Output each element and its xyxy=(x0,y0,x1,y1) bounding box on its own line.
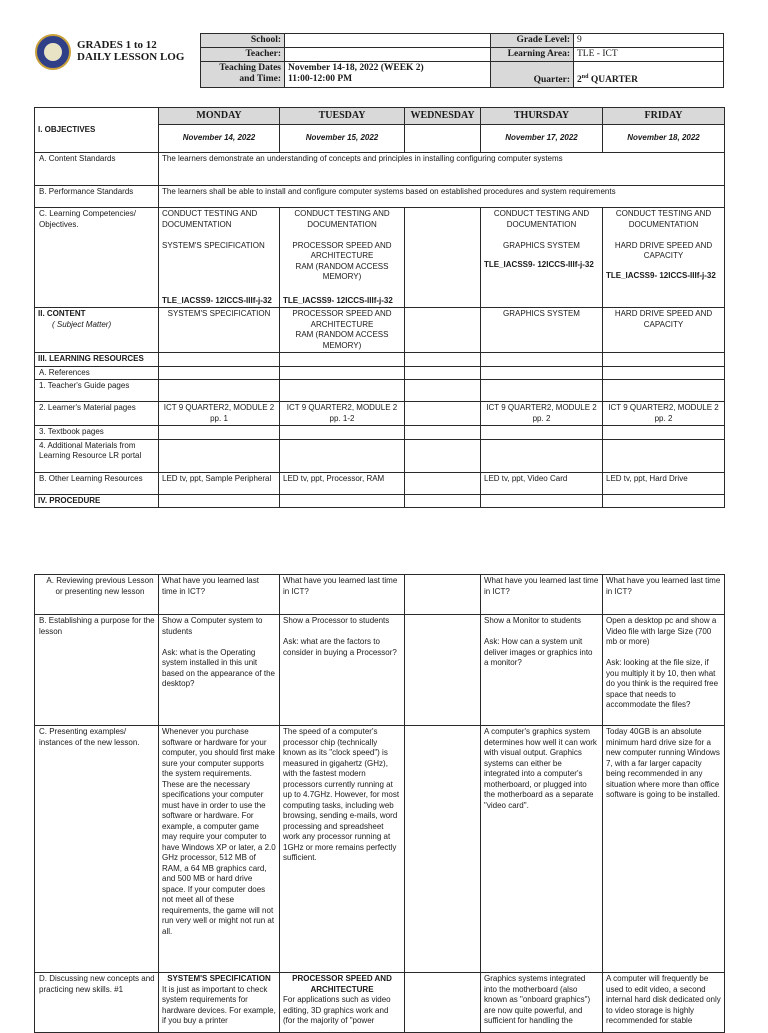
textbook-thursday xyxy=(481,426,603,440)
other-resources-thursday: LED tv, ppt, Video Card xyxy=(481,472,603,494)
content-monday: SYSTEM'S SPECIFICATION xyxy=(159,308,280,353)
purpose-thursday: Show a Monitor to students Ask: How can a system unit deliver images or graphics into a monitor? xyxy=(481,615,603,726)
presenting-thursday: A computer's graphics system determines how well it can work with visual output. Graphics systems can either be integrated into a computer's motherboard, or plugged into the motherboard as a separate "video card". xyxy=(481,726,603,973)
quarter-value xyxy=(574,62,724,88)
teacher-label: Teacher: xyxy=(201,48,285,62)
school-value xyxy=(285,34,491,48)
competencies-monday xyxy=(159,208,280,308)
content-wednesday xyxy=(405,308,481,353)
resources-empty-monday xyxy=(159,353,280,367)
procedure-empty-friday xyxy=(603,494,725,508)
content-label-cell xyxy=(35,308,159,353)
references-friday xyxy=(603,366,725,380)
form-title-line1: GRADES 1 to 12 xyxy=(77,39,157,51)
grade-level-value: 9 xyxy=(574,34,724,48)
references-tuesday xyxy=(280,366,405,380)
resources-empty-thursday xyxy=(481,353,603,367)
competencies-friday xyxy=(603,208,725,308)
objectives-heading: I. OBJECTIVES xyxy=(35,108,159,153)
school-label: School: xyxy=(201,34,285,48)
learners-material-label: 2. Learner's Material pages xyxy=(35,402,159,426)
discussing-monday-heading: SYSTEM'S SPECIFICATION xyxy=(167,974,271,983)
other-resources-tuesday: LED tv, ppt, Processor, RAM xyxy=(280,472,405,494)
date-friday: November 18, 2022 xyxy=(603,125,725,153)
resources-empty-friday xyxy=(603,353,725,367)
references-label: A. References xyxy=(35,366,159,380)
quarter-word: QUARTER xyxy=(588,75,638,85)
learners-material-monday: ICT 9 QUARTER2, MODULE 2 pp. 1 xyxy=(159,402,280,426)
teachers-guide-monday xyxy=(159,380,280,402)
teachers-guide-wednesday xyxy=(405,380,481,402)
presenting-wednesday xyxy=(405,726,481,973)
references-wednesday xyxy=(405,366,481,380)
presenting-label: C. Presenting examples/ instances of the new lesson. xyxy=(35,726,159,973)
textbook-wednesday xyxy=(405,426,481,440)
lesson-log-table-part2 xyxy=(34,574,725,1033)
lesson-log-table-part1 xyxy=(34,107,725,508)
competencies-thursday-text: CONDUCT TESTING AND DOCUMENTATION GRAPHICS SYSTEM xyxy=(493,209,590,250)
day-header-tuesday: TUESDAY xyxy=(280,108,405,125)
resources-empty-wednesday xyxy=(405,353,481,367)
purpose-monday: Show a Computer system to students Ask: what is the Operating system installed in this unit based on the appearance of the desktop? xyxy=(159,615,280,726)
competency-code-monday: TLE_IACSS9- 12ICCS-IIIf-j-32 xyxy=(162,295,272,305)
grade-level-label: Grade Level: xyxy=(491,34,574,48)
teaching-dates-value xyxy=(285,62,491,88)
teachers-guide-label: 1. Teacher's Guide pages xyxy=(35,380,159,402)
procedure-empty-wednesday xyxy=(405,494,481,508)
header-info-table xyxy=(200,33,724,88)
resources-empty-tuesday xyxy=(280,353,405,367)
textbook-tuesday xyxy=(280,426,405,440)
textbook-friday xyxy=(603,426,725,440)
content-standards-text: The learners demonstrate an understanding of concepts and principles in installing configuring computer systems xyxy=(159,153,725,186)
content-tuesday: PROCESSOR SPEED AND ARCHITECTURE RAM (RANDOM ACCESS MEMORY) xyxy=(280,308,405,353)
content-subheading: ( Subject Matter) xyxy=(52,319,112,329)
purpose-wednesday xyxy=(405,615,481,726)
competencies-thursday xyxy=(481,208,603,308)
date-monday: November 14, 2022 xyxy=(159,125,280,153)
quarter-label: Quarter: xyxy=(491,62,574,88)
other-resources-label: B. Other Learning Resources xyxy=(35,472,159,494)
form-title xyxy=(77,39,184,63)
day-header-friday: FRIDAY xyxy=(603,108,725,125)
competencies-tuesday-text: CONDUCT TESTING AND DOCUMENTATION PROCESSOR SPEED AND ARCHITECTURE RAM (RANDOM ACCESS MEMORY) xyxy=(292,209,392,281)
competencies-monday-text: CONDUCT TESTING AND DOCUMENTATION SYSTEM'S SPECIFICATION xyxy=(162,209,265,250)
procedure-empty-tuesday xyxy=(280,494,405,508)
competency-code-thursday: TLE_IACSS9- 12ICCS-IIIf-j-32 xyxy=(484,260,594,269)
day-header-monday: MONDAY xyxy=(159,108,280,125)
quarter-number: 2 xyxy=(577,75,582,85)
performance-standards-text: The learners shall be able to install and configure computer systems based on established procedures and system requirements xyxy=(159,186,725,208)
discussing-tuesday-heading: PROCESSOR SPEED AND ARCHITECTURE xyxy=(292,974,392,994)
additional-wednesday xyxy=(405,439,481,472)
reviewing-wednesday xyxy=(405,575,481,615)
purpose-label: B. Establishing a purpose for the lesson xyxy=(35,615,159,726)
teaching-dates-value-line1: November 14-18, 2022 (WEEK 2) xyxy=(288,63,424,73)
textbook-monday xyxy=(159,426,280,440)
reviewing-thursday: What have you learned last time in ICT? xyxy=(481,575,603,615)
teacher-value xyxy=(285,48,491,62)
additional-monday xyxy=(159,439,280,472)
content-heading: II. CONTENT xyxy=(38,309,86,318)
teachers-guide-thursday xyxy=(481,380,603,402)
teaching-dates-label-line1: Teaching Dates xyxy=(219,63,281,73)
day-header-thursday: THURSDAY xyxy=(481,108,603,125)
reviewing-tuesday: What have you learned last time in ICT? xyxy=(280,575,405,615)
presenting-tuesday: The speed of a computer's processor chip (technically known as its "clock speed") is measured in gigahertz (GHz), with the fastest modern processors currently running at up to 4.7GHz. However, for most computing tasks, including web browsing, sending e-mails, word processing and spreadsheet work any processor running at 1GHz or more remains perfectly sufficient. xyxy=(280,726,405,973)
other-resources-monday: LED tv, ppt, Sample Peripheral xyxy=(159,472,280,494)
content-friday: HARD DRIVE SPEED AND CAPACITY xyxy=(603,308,725,353)
form-title-line2: DAILY LESSON LOG xyxy=(77,51,185,63)
additional-friday xyxy=(603,439,725,472)
additional-materials-label: 4. Additional Materials from Learning Resource LR portal xyxy=(35,439,159,472)
day-header-wednesday: WEDNESDAY xyxy=(405,108,481,125)
teaching-dates-label xyxy=(201,62,285,88)
teaching-dates-label-line2: and Time: xyxy=(239,74,281,84)
competencies-friday-text: CONDUCT TESTING AND DOCUMENTATION HARD DRIVE SPEED AND CAPACITY xyxy=(614,209,713,260)
teachers-guide-tuesday xyxy=(280,380,405,402)
learners-material-thursday: ICT 9 QUARTER2, MODULE 2 pp. 2 xyxy=(481,402,603,426)
presenting-monday: Whenever you purchase software or hardware for your computer, you should first make sure your computer supports the system requirements. These are the necessary specifications your computer must have in order to use the software or hardware. For example, a computer game may require your computer to have Windows XP or later, a 2.0 GHz processor, 512 MB of RAM, a 64 MB graphics card, and 500 MB or hard drive space. If your computer does not meet all of these requirements, the game will not run very well or might not run at all. xyxy=(159,726,280,973)
reviewing-label: A. Reviewing previous Lesson or presenting new lesson xyxy=(35,575,159,615)
reviewing-monday: What have you learned last time in ICT? xyxy=(159,575,280,615)
discussing-thursday: Graphics systems integrated into the motherboard (also known as "onboard graphics") are now quite powerful, and sufficient for handling the xyxy=(481,973,603,1033)
other-resources-wednesday xyxy=(405,472,481,494)
content-standards-label: A. Content Standards xyxy=(35,153,159,186)
purpose-friday: Open a desktop pc and show a Video file with large Size (700 mb or more) Ask: looking at the file size, if you multiply it by 10, then what do you think is the required free space that needs to accommodate the files? xyxy=(603,615,725,726)
competency-code-friday: TLE_IACSS9- 12ICCS-IIIf-j-32 xyxy=(606,270,716,280)
purpose-tuesday: Show a Processor to students Ask: what are the factors to consider in buying a Processor? xyxy=(280,615,405,726)
teaching-dates-value-line2: 11:00-12:00 PM xyxy=(288,74,353,84)
presenting-friday: Today 40GB is an absolute minimum hard drive size for a new computer running Windows 7, with a far larger capacity being recommended in any situation where more than office software is going to be installed. xyxy=(603,726,725,973)
date-thursday: November 17, 2022 xyxy=(481,125,603,153)
teachers-guide-friday xyxy=(603,380,725,402)
competencies-tuesday xyxy=(280,208,405,308)
references-monday xyxy=(159,366,280,380)
discussing-label: D. Discussing new concepts and practicing new skills. #1 xyxy=(35,973,159,1033)
learners-material-tuesday: ICT 9 QUARTER2, MODULE 2 pp. 1-2 xyxy=(280,402,405,426)
learning-resources-heading: III. LEARNING RESOURCES xyxy=(35,353,159,367)
discussing-monday-text: It is just as important to check system requirements for hardware devices. For example, if you buy a printer xyxy=(162,984,276,1025)
learners-material-friday: ICT 9 QUARTER2, MODULE 2 pp. 2 xyxy=(603,402,725,426)
other-resources-friday: LED tv, ppt, Hard Drive xyxy=(603,472,725,494)
textbook-pages-label: 3. Textbook pages xyxy=(35,426,159,440)
date-wednesday xyxy=(405,125,481,153)
discussing-tuesday-text: For applications such as video editing, 3D graphics work and (for the majority of "power xyxy=(283,995,391,1025)
content-thursday: GRAPHICS SYSTEM xyxy=(481,308,603,353)
quarter-ordinal-suffix: nd xyxy=(581,73,589,80)
discussing-friday: A computer will frequently be used to edit video, a second internal hard disk dedicated only to video storage is highly recommended for stable xyxy=(603,973,725,1033)
performance-standards-label: B. Performance Standards xyxy=(35,186,159,208)
procedure-empty-monday xyxy=(159,494,280,508)
references-thursday xyxy=(481,366,603,380)
learning-area-value: TLE - ICT xyxy=(574,48,724,62)
learning-area-label: Learning Area: xyxy=(491,48,574,62)
competencies-label: C. Learning Competencies/ Objectives. xyxy=(35,208,159,308)
deped-seal-logo xyxy=(35,34,71,70)
date-tuesday: November 15, 2022 xyxy=(280,125,405,153)
additional-thursday xyxy=(481,439,603,472)
competencies-wednesday xyxy=(405,208,481,308)
additional-tuesday xyxy=(280,439,405,472)
competency-code-tuesday: TLE_IACSS9- 12ICCS-IIIf-j-32 xyxy=(283,295,393,305)
procedure-heading: IV. PROCEDURE xyxy=(35,494,159,508)
reviewing-friday: What have you learned last time in ICT? xyxy=(603,575,725,615)
procedure-empty-thursday xyxy=(481,494,603,508)
learners-material-wednesday xyxy=(405,402,481,426)
